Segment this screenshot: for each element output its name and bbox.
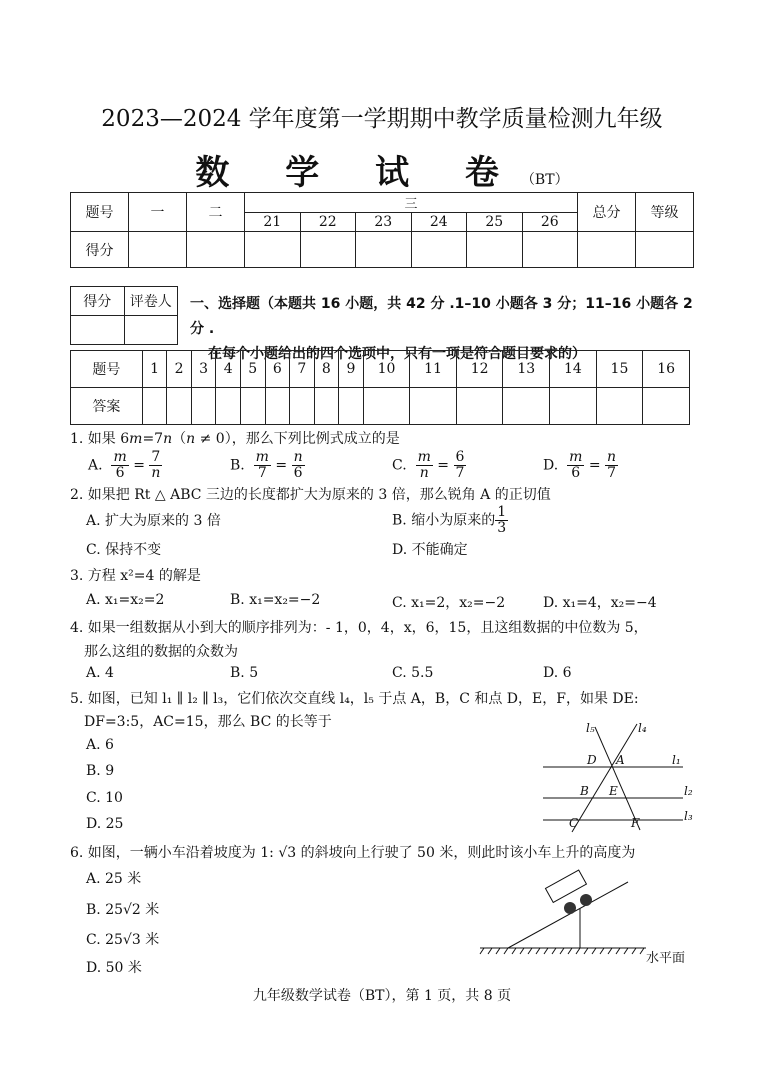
question-1-option-c: C. $\frac{m}{n}$ = $\frac{6}{7}$ [392, 449, 465, 481]
answer-cell-2 [167, 388, 192, 425]
answer-number-9: 9 [339, 351, 364, 388]
label-B: B [580, 784, 589, 798]
score-table [70, 192, 694, 268]
question-2-stem: 2. 如果把 Rt △ ABC 三边的长度都扩大为原来的 3 倍，那么锐角 A 的正切值 [70, 487, 551, 503]
answer-cell-8 [314, 388, 339, 425]
answer-number-15: 15 [596, 351, 643, 388]
question-6-stem: 6. 如图，一辆小车沿着坡度为 1: √3 的斜坡向上行驶了 50 米，则此时该小车上升的高度为 [70, 845, 636, 861]
score-cell [522, 232, 578, 268]
answer-cell-7 [290, 388, 315, 425]
car-wheel-icon [580, 894, 592, 906]
question-5-option-a: A. 6 [86, 737, 114, 753]
score-head-part2: 二 [187, 193, 245, 232]
grader-box [70, 286, 178, 345]
answer-cell-3 [191, 388, 216, 425]
score-cell [129, 232, 187, 268]
score-row-label: 得分 [71, 232, 129, 268]
slope-line [508, 882, 628, 948]
parallel-lines-figure [535, 712, 700, 834]
label-l5: l₅ [586, 721, 595, 735]
score-sub-23: 23 [356, 213, 412, 232]
score-sub-21: 21 [245, 213, 301, 232]
answer-number-11: 11 [410, 351, 457, 388]
answer-number-14: 14 [550, 351, 597, 388]
grader-name-label: 评卷人 [124, 287, 178, 316]
answer-cell-12 [456, 388, 503, 425]
question-2-option-b: B. 缩小为原来的 $\frac{1}{3}$ [392, 504, 507, 536]
question-3-option-a: A. x₁=x₂=2 [86, 592, 165, 608]
line-l5 [595, 727, 640, 830]
score-head-part3: 三 [245, 193, 578, 213]
score-sub-22: 22 [300, 213, 356, 232]
score-head-part1: 一 [129, 193, 187, 232]
grader-score-label: 得分 [71, 287, 125, 316]
score-cell [245, 232, 301, 268]
score-cell [578, 232, 636, 268]
score-sub-26: 26 [522, 213, 578, 232]
grader-cell [124, 316, 178, 345]
question-4-stem-line1: 4. 如果一组数据从小到大的顺序排列为：- 1，0，4，x，6，15，且这组数据的中位数为 5， [70, 620, 648, 636]
answer-number-16: 16 [643, 351, 690, 388]
question-1-option-a: A. $\frac{m}{6}$ = $\frac{7}{n}$ [88, 449, 161, 481]
car-wheel-icon [564, 902, 576, 914]
answer-cell-10 [363, 388, 410, 425]
question-1-stem: 1. 如果 6m=7n（n ≠ 0），那么下列比例式成立的是 [70, 431, 400, 447]
page-footer: 九年级数学试卷（BT），第 1 页，共 8 页 [252, 988, 512, 1004]
variant-label: （BT） [520, 172, 569, 188]
score-head-grade: 等级 [636, 193, 694, 232]
score-cell [356, 232, 412, 268]
answer-number-13: 13 [503, 351, 550, 388]
score-cell [187, 232, 245, 268]
question-2-option-c: C. 保持不变 [86, 542, 162, 558]
answer-cell-11 [410, 388, 457, 425]
question-6-option-c: C. 25√3 米 [86, 932, 160, 948]
ground-hatch [480, 948, 644, 954]
label-C: C [569, 816, 579, 830]
question-4-stem-line2: 那么这组的数据的众数为 [84, 644, 238, 660]
subject-title: 数 学 试 卷（BT） [195, 153, 569, 193]
question-6-option-d: D. 50 米 [86, 960, 142, 976]
score-cell [411, 232, 467, 268]
horizontal-plane-label: 水平面 [646, 951, 686, 966]
label-l2: l₂ [684, 784, 693, 798]
answer-cell-13 [503, 388, 550, 425]
section1-instructions: 一、选择题（本题共 16 小题，共 42 分 .1–10 小题各 3 分；11–16 小题各 2 分 . 在每个小题给出的四个选项中，只有一项是符合题目要求的） [190, 296, 693, 362]
score-cell [300, 232, 356, 268]
label-l3: l₃ [684, 809, 693, 823]
question-6-option-a: A. 25 米 [86, 871, 142, 887]
answer-number-3: 3 [191, 351, 216, 388]
answer-cell-6 [265, 388, 290, 425]
question-5-option-d: D. 25 [86, 816, 124, 832]
question-5-option-b: B. 9 [86, 763, 115, 779]
answer-cell-14 [550, 388, 597, 425]
exam-title: 2023—2024 学年度第一学期期中教学质量检测九年级 [101, 106, 663, 132]
answer-table [70, 350, 690, 425]
answer-cell-16 [643, 388, 690, 425]
answer-cell-4 [216, 388, 241, 425]
answer-number-4: 4 [216, 351, 241, 388]
label-l1: l₁ [672, 753, 681, 767]
question-3-option-b: B. x₁=x₂=−2 [230, 592, 321, 608]
question-3-option-d: D. x₁=4，x₂=−4 [543, 595, 657, 611]
answer-number-10: 10 [363, 351, 410, 388]
label-E: E [609, 784, 618, 798]
answer-number-12: 12 [456, 351, 503, 388]
answer-number-7: 7 [290, 351, 315, 388]
score-cell [636, 232, 694, 268]
answer-number-5: 5 [240, 351, 265, 388]
question-4-option-c: C. 5.5 [392, 665, 434, 681]
question-5-stem-line2: DF=3:5，AC=15，那么 BC 的长等于 [84, 714, 332, 730]
question-2-option-a: A. 扩大为原来的 3 倍 [86, 513, 221, 529]
question-5-option-c: C. 10 [86, 790, 123, 806]
question-4-option-b: B. 5 [230, 665, 259, 681]
label-F: F [631, 816, 640, 830]
question-1-option-b: B. $\frac{m}{7}$ = $\frac{n}{6}$ [230, 449, 303, 481]
score-cell [467, 232, 523, 268]
question-4-option-a: A. 4 [86, 665, 114, 681]
question-6-option-b: B. 25√2 米 [86, 902, 160, 918]
question-2-option-d: D. 不能确定 [392, 542, 468, 558]
question-3-stem: 3. 方程 x²=4 的解是 [70, 568, 201, 584]
question-3-option-c: C. x₁=2，x₂=−2 [392, 595, 506, 611]
answer-row-label: 答案 [71, 388, 143, 425]
question-5-stem-line1: 5. 如图，已知 l₁ ∥ l₂ ∥ l₃，它们依次交直线 l₄，l₅ 于点 A，B，C 和点 D，E，F，如果 DE: [70, 691, 639, 707]
score-sub-25: 25 [467, 213, 523, 232]
car-icon [545, 870, 586, 902]
score-sub-24: 24 [411, 213, 467, 232]
answer-number-1: 1 [142, 351, 167, 388]
answer-number-8: 8 [314, 351, 339, 388]
answer-cell-5 [240, 388, 265, 425]
answer-cell-9 [339, 388, 364, 425]
slope-car-figure [478, 862, 698, 968]
label-l4: l₄ [638, 721, 647, 735]
question-4-option-d: D. 6 [543, 665, 572, 681]
score-head-total: 总分 [578, 193, 636, 232]
answer-head-label: 题号 [71, 351, 143, 388]
line-l4 [572, 724, 637, 832]
question-1-option-d: D. $\frac{m}{6}$ = $\frac{n}{7}$ [543, 449, 617, 481]
grader-cell [71, 316, 125, 345]
answer-number-2: 2 [167, 351, 192, 388]
answer-cell-15 [596, 388, 643, 425]
label-D: D [587, 753, 597, 767]
answer-cell-1 [142, 388, 167, 425]
score-head-label: 题号 [71, 193, 129, 232]
label-A: A [616, 753, 625, 767]
answer-number-6: 6 [265, 351, 290, 388]
